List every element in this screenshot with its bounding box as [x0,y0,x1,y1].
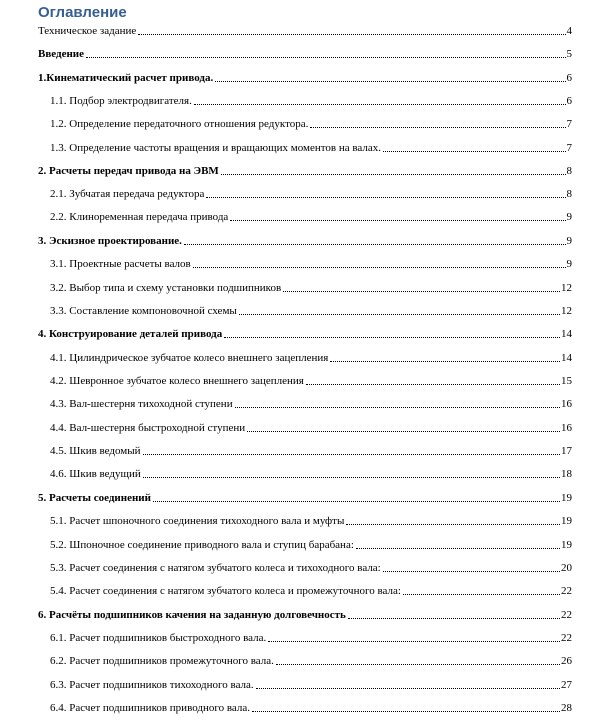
toc-entry-label: 4. Конструирование деталей привода [38,328,223,340]
toc-entry-label: 4.2. Шевронное зубчатое колесо внешнего зацепления [50,375,304,387]
toc-entry-label: 4.3. Вал-шестерня тихоходной ступени [50,398,233,410]
toc-entry[interactable] [50,677,572,692]
toc-entry-label: 3.1. Проектные расчеты валов [50,258,191,270]
toc-entry-label: 4.6. Шкив ведущий [50,468,141,480]
toc-entry[interactable] [50,583,572,598]
toc-entry-label: 6. Расчёты подшипников качения на заданную долговечность [38,609,346,621]
toc-entry-page: 6 [566,95,572,107]
toc-entry-page: 15 [561,375,572,387]
toc-entry[interactable] [38,46,572,61]
dot-leader [256,688,560,689]
toc-entry-label: 2.1. Зубчатая передача редуктора [50,188,205,200]
toc-entry-page: 17 [561,445,572,457]
dot-leader [194,104,566,105]
toc-entry-label: 4.1. Цилиндрическое зубчатое колесо внешнего зацепления [50,352,329,364]
toc-entry[interactable] [38,607,572,622]
toc-entry[interactable] [50,280,572,295]
toc-entry[interactable] [50,630,572,645]
toc-entry-page: 22 [561,609,572,621]
dot-leader [383,571,560,572]
toc-entry-page: 19 [561,539,572,551]
toc-entry-page: 20 [561,562,572,574]
dot-leader [143,454,560,455]
toc-entry-label: 3.3. Составление компоновочной схемы [50,305,237,317]
toc-entry-label: 4.4. Вал-шестерня быстроходной ступени [50,422,246,434]
dot-leader [221,174,566,175]
toc-entry[interactable] [50,303,572,318]
toc-entry[interactable] [50,443,572,458]
dot-leader [224,337,560,338]
toc-entry-page: 12 [561,282,572,294]
dot-leader [330,361,560,362]
toc-entry-label: 6.3. Расчет подшипников тихоходного вала. [50,679,254,691]
toc-entry[interactable] [50,350,572,365]
toc-entry-label: 3.2. Выбор типа и схему установки подшипников [50,282,282,294]
toc-entry-label: 5.4. Расчет соединения с натягом зубчатого колеса и промежуточного вала: [50,585,401,597]
toc-entry-label: 5.2. Шпоночное соединение приводного вала и ступиц барабана: [50,539,354,551]
toc-entry[interactable] [50,186,572,201]
toc-entry-label: 1.2. Определение передаточного отношения редуктора. [50,118,309,130]
toc-entry-page: 12 [561,305,572,317]
toc-entry[interactable] [50,700,572,715]
toc-entry[interactable] [50,420,572,435]
dot-leader [310,127,565,128]
toc-entry-label: 1.3. Определение частоты вращения и вращающих моментов на валах. [50,142,381,154]
dot-leader [230,220,565,221]
dot-leader [193,267,566,268]
toc-entry-page: 9 [566,235,572,247]
toc-entry[interactable] [50,256,572,271]
toc-entry-page: 8 [566,165,572,177]
toc-entry-page: 16 [561,398,572,410]
toc-heading: Оглавление [38,4,127,21]
toc-entry-label: 5. Расчеты соединений [38,492,151,504]
dot-leader [143,477,560,478]
dot-leader [356,548,560,549]
dot-leader [252,711,560,712]
toc-entry-page: 9 [566,258,572,270]
toc-entry-page: 22 [561,585,572,597]
dot-leader [403,594,560,595]
toc-entry-page: 4 [566,25,572,37]
toc-entry-label: 1.Кинематический расчет привода. [38,72,214,84]
toc-entry[interactable] [38,490,572,505]
toc-entry[interactable] [50,93,572,108]
dot-leader [215,81,565,82]
toc-entry-page: 6 [566,72,572,84]
dot-leader [86,57,565,58]
toc-entry-page: 14 [561,352,572,364]
dot-leader [306,384,560,385]
toc-entry-label: 6.1. Расчет подшипников быстроходного вала. [50,632,267,644]
toc-entry[interactable] [50,653,572,668]
toc-entry[interactable] [50,209,572,224]
toc-entry-page: 19 [561,515,572,527]
toc-entry[interactable] [50,373,572,388]
toc-entry-label: Введение [38,48,85,60]
dot-leader [346,524,560,525]
toc-entry[interactable] [50,396,572,411]
toc-entry-page: 7 [566,118,572,130]
dot-leader [383,151,566,152]
toc-entry-page: 5 [566,48,572,60]
toc-entry[interactable] [50,513,572,528]
toc-entry-page: 8 [566,188,572,200]
toc-entry-page: 27 [561,679,572,691]
toc-entry-label: 5.3. Расчет соединения с натягом зубчатого колеса и тихоходного вала: [50,562,381,574]
toc-entry[interactable] [50,116,572,131]
toc-entry[interactable] [50,466,572,481]
toc-entry[interactable] [38,70,572,85]
toc-entry-label: 5.1. Расчет шпоночного соединения тихоходного вала и муфты [50,515,345,527]
toc-entry-page: 14 [561,328,572,340]
toc-entry-page: 9 [566,211,572,223]
dot-leader [276,664,560,665]
dot-leader [153,501,560,502]
toc-entry[interactable] [38,163,572,178]
dot-leader [184,244,566,245]
toc-entry-page: 7 [566,142,572,154]
toc-entry-label: 1.1. Подбор электродвигателя. [50,95,192,107]
toc-entry[interactable] [38,326,572,341]
toc-entry[interactable] [50,140,572,155]
toc-entry-page: 19 [561,492,572,504]
toc-entry-label: 6.4. Расчет подшипников приводного вала. [50,702,250,714]
toc-entry-page: 22 [561,632,572,644]
toc-entry-page: 16 [561,422,572,434]
toc-entry-label: 2.2. Клиноременная передача привода [50,211,229,223]
toc-entry[interactable] [50,537,572,552]
toc-entry[interactable] [38,233,572,248]
dot-leader [206,197,565,198]
toc-entry-label: Техническое задание [38,25,137,37]
toc-entry[interactable] [50,560,572,575]
dot-leader [348,618,560,619]
toc-entry[interactable] [38,23,572,38]
dot-leader [235,407,560,408]
dot-leader [239,314,560,315]
dot-leader [138,34,565,35]
dot-leader [283,291,560,292]
toc-entry-page: 26 [561,655,572,667]
toc-entry-label: 6.2. Расчет подшипников промежуточного вала. [50,655,274,667]
toc-entry-label: 4.5. Шкив ведомый [50,445,141,457]
toc-entry-page: 18 [561,468,572,480]
dot-leader [268,641,560,642]
dot-leader [247,431,560,432]
toc-entry-label: 3. Эскизное проектирование. [38,235,182,247]
toc-entry-label: 2. Расчеты передач привода на ЭВМ [38,165,219,177]
toc-entry-page: 28 [561,702,572,714]
